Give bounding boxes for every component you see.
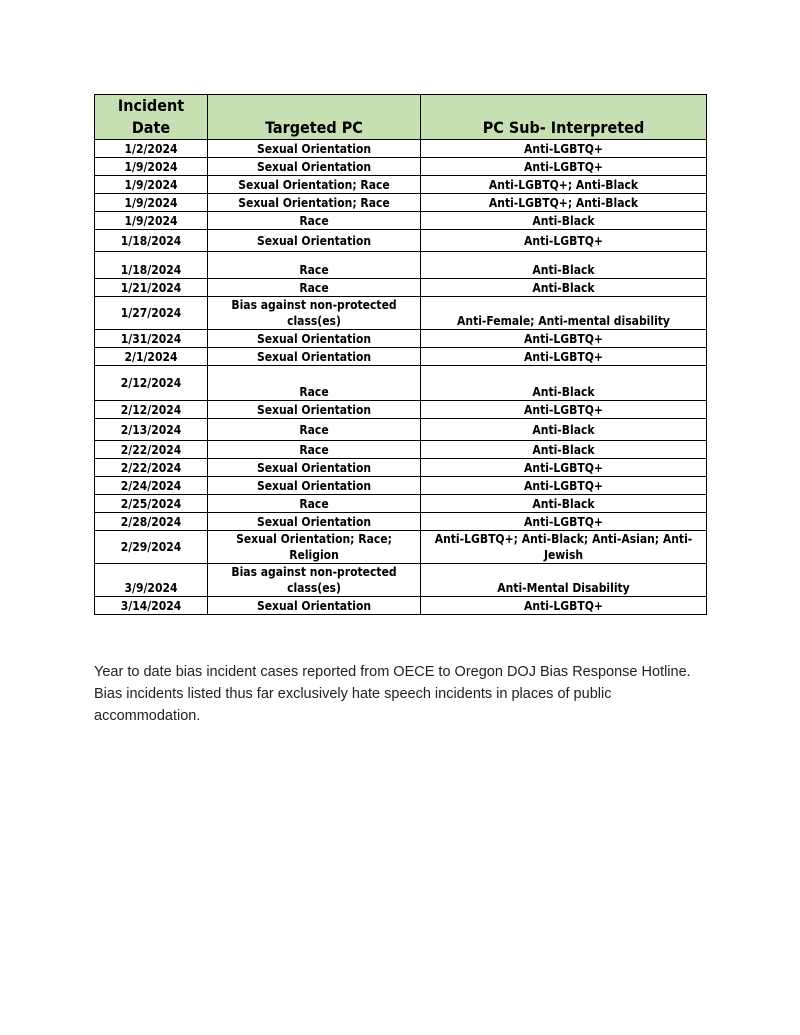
- table-caption-note: [94, 661, 714, 727]
- cell-pc-sub: Anti-Black: [421, 495, 707, 513]
- cell-targeted-pc: Sexual Orientation; Race: [208, 176, 421, 194]
- header-incident-date: Incident Date: [95, 95, 208, 140]
- table-row: [95, 194, 707, 212]
- cell-pc-sub: Anti-LGBTQ+: [421, 459, 707, 477]
- cell-date: 2/13/2024: [95, 419, 208, 441]
- cell-date: 2/22/2024: [95, 459, 208, 477]
- cell-targeted-pc: Sexual Orientation: [208, 477, 421, 495]
- table-row: [95, 297, 707, 330]
- table-row: [95, 531, 707, 564]
- cell-pc-sub: Anti-LGBTQ+; Anti-Black: [421, 176, 707, 194]
- cell-targeted-pc: Sexual Orientation; Race: [208, 194, 421, 212]
- table-row: [95, 495, 707, 513]
- cell-pc-sub: Anti-LGBTQ+: [421, 230, 707, 252]
- cell-date: 1/31/2024: [95, 330, 208, 348]
- cell-date: 1/27/2024: [95, 297, 208, 330]
- cell-date: 2/12/2024: [95, 366, 208, 401]
- table-row: [95, 252, 707, 279]
- cell-pc-sub: Anti-LGBTQ+: [421, 477, 707, 495]
- cell-pc-sub: Anti-Black: [421, 419, 707, 441]
- cell-targeted-pc: Race: [208, 495, 421, 513]
- header-targeted-pc: Targeted PC: [208, 95, 421, 140]
- cell-date: 1/9/2024: [95, 158, 208, 176]
- cell-targeted-pc: Sexual Orientation: [208, 158, 421, 176]
- table-row: [95, 597, 707, 615]
- cell-targeted-pc: Sexual Orientation: [208, 513, 421, 531]
- cell-targeted-pc: Race: [208, 279, 421, 297]
- table-row: [95, 279, 707, 297]
- cell-date: 2/12/2024: [95, 401, 208, 419]
- cell-targeted-pc: Bias against non-protected class(es): [208, 297, 421, 330]
- cell-pc-sub: Anti-Black: [421, 279, 707, 297]
- table-row: [95, 176, 707, 194]
- cell-pc-sub: Anti-Black: [421, 441, 707, 459]
- cell-targeted-pc: Sexual Orientation: [208, 230, 421, 252]
- cell-pc-sub: Anti-LGBTQ+: [421, 140, 707, 158]
- cell-date: 1/18/2024: [95, 230, 208, 252]
- cell-targeted-pc: Sexual Orientation: [208, 330, 421, 348]
- table-row: [95, 140, 707, 158]
- cell-targeted-pc: Sexual Orientation: [208, 459, 421, 477]
- table-row: [95, 477, 707, 495]
- table-row: [95, 212, 707, 230]
- table-row: [95, 419, 707, 441]
- cell-pc-sub: Anti-Black: [421, 212, 707, 230]
- cell-targeted-pc: Race: [208, 366, 421, 401]
- note-paragraph: Year to date bias incident cases reported from OECE to Oregon DOJ Bias Response Hotline. Bias incidents listed thus far exclusively hate speech incidents in places of public accommodation.: [94, 664, 691, 724]
- cell-date: 1/2/2024: [95, 140, 208, 158]
- cell-date: 2/25/2024: [95, 495, 208, 513]
- table-row: [95, 441, 707, 459]
- cell-pc-sub: Anti-LGBTQ+; Anti-Black: [421, 194, 707, 212]
- table-row: [95, 564, 707, 597]
- table-row: [95, 348, 707, 366]
- cell-targeted-pc: Sexual Orientation: [208, 401, 421, 419]
- cell-date: 1/21/2024: [95, 279, 208, 297]
- table-header-row: [95, 95, 707, 140]
- cell-targeted-pc: Race: [208, 212, 421, 230]
- cell-targeted-pc: Race: [208, 441, 421, 459]
- table-row: [95, 513, 707, 531]
- cell-pc-sub: Anti-Mental Disability: [421, 564, 707, 597]
- cell-date: 2/28/2024: [95, 513, 208, 531]
- cell-date: 2/22/2024: [95, 441, 208, 459]
- cell-pc-sub: Anti-Black: [421, 366, 707, 401]
- cell-targeted-pc: Sexual Orientation: [208, 597, 421, 615]
- cell-date: 1/9/2024: [95, 194, 208, 212]
- cell-pc-sub: Anti-Female; Anti-mental disability: [421, 297, 707, 330]
- cell-targeted-pc: Sexual Orientation: [208, 140, 421, 158]
- cell-targeted-pc: Sexual Orientation: [208, 348, 421, 366]
- cell-pc-sub: Anti-LGBTQ+: [421, 401, 707, 419]
- cell-targeted-pc: Race: [208, 419, 421, 441]
- cell-date: 2/29/2024: [95, 531, 208, 564]
- cell-date: 1/18/2024: [95, 252, 208, 279]
- cell-pc-sub: Anti-LGBTQ+; Anti-Black; Anti-Asian; Anti-Jewish: [421, 531, 707, 564]
- cell-pc-sub: Anti-LGBTQ+: [421, 158, 707, 176]
- cell-pc-sub: Anti-LGBTQ+: [421, 330, 707, 348]
- cell-targeted-pc: Bias against non-protected class(es): [208, 564, 421, 597]
- bias-incident-table: [94, 94, 707, 615]
- cell-targeted-pc: Sexual Orientation; Race; Religion: [208, 531, 421, 564]
- header-pc-sub-interpreted: PC Sub- Interpreted: [421, 95, 707, 140]
- table-row: [95, 401, 707, 419]
- cell-date: 2/1/2024: [95, 348, 208, 366]
- cell-pc-sub: Anti-LGBTQ+: [421, 348, 707, 366]
- cell-pc-sub: Anti-LGBTQ+: [421, 513, 707, 531]
- cell-date: 2/24/2024: [95, 477, 208, 495]
- table-row: [95, 330, 707, 348]
- cell-pc-sub: Anti-Black: [421, 252, 707, 279]
- cell-date: 1/9/2024: [95, 212, 208, 230]
- cell-date: 3/14/2024: [95, 597, 208, 615]
- cell-pc-sub: Anti-LGBTQ+: [421, 597, 707, 615]
- cell-date: 1/9/2024: [95, 176, 208, 194]
- table-row: [95, 459, 707, 477]
- cell-targeted-pc: Race: [208, 252, 421, 279]
- cell-date: 3/9/2024: [95, 564, 208, 597]
- table-row: [95, 230, 707, 252]
- table-row: [95, 366, 707, 401]
- table-row: [95, 158, 707, 176]
